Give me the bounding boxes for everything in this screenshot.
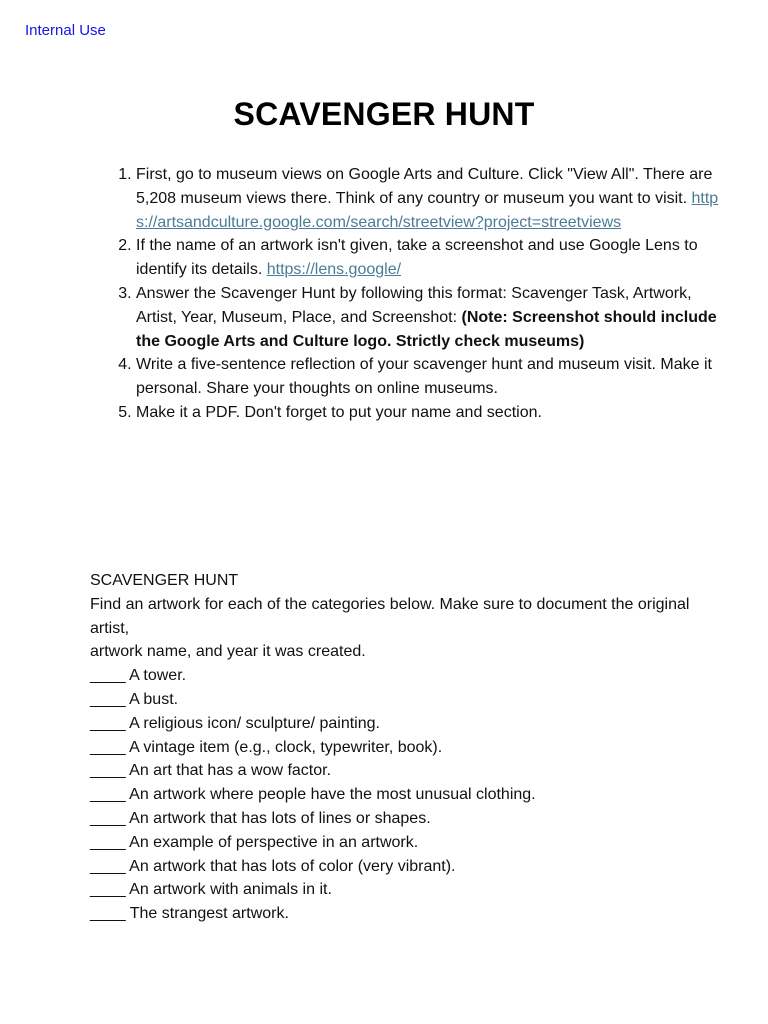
hunt-intro-line-2: artwork name, and year it was created.	[90, 643, 366, 661]
instruction-step-3	[136, 282, 726, 353]
google-arts-streetview-link[interactable]: https://artsandculture.google.com/search/streetview?project=streetviews	[136, 189, 719, 231]
hunt-category-item: ____ A religious icon/ sculpture/ painting.	[90, 714, 380, 732]
hunt-category-item: ____ An artwork where people have the most unusual clothing.	[90, 786, 536, 804]
instruction-text: Answer the Scavenger Hunt by following this format: Scavenger Task, Artwork, Artist, Year, Museum, Place, and Screenshot:	[136, 284, 692, 326]
classification-label: Internal Use	[25, 22, 106, 39]
hunt-category-item: ____ An example of perspective in an artwork.	[90, 833, 419, 851]
instruction-text: Make it a PDF. Don't forget to put your name and section.	[136, 403, 542, 421]
hunt-intro-line-1: Find an artwork for each of the categories below. Make sure to document the original artist,	[90, 595, 690, 637]
instruction-text: Write a five-sentence reflection of your scavenger hunt and museum visit. Make it personal. Share your thoughts on online museums.	[136, 356, 712, 398]
scavenger-hunt-section	[90, 569, 690, 926]
hunt-category-item: ____ A tower.	[90, 667, 187, 685]
hunt-category-item: ____ A vintage item (e.g., clock, typewriter, book).	[90, 738, 443, 756]
page-title: SCAVENGER HUNT	[233, 96, 535, 132]
instructions-list	[90, 163, 726, 425]
hunt-heading: SCAVENGER HUNT	[90, 572, 239, 589]
hunt-category-item: ____ An artwork that has lots of color (very vibrant).	[90, 857, 456, 875]
instruction-step-4	[136, 353, 726, 401]
hunt-category-item: ____ An art that has a wow factor.	[90, 762, 332, 780]
screenshot-note: (Note: Screenshot should include the Google Arts and Culture logo. Strictly check museums)	[136, 308, 717, 350]
hunt-category-item: ____ The strangest artwork.	[90, 905, 289, 923]
instruction-step-5	[136, 401, 726, 425]
hunt-category-item: ____ A bust.	[90, 690, 179, 708]
hunt-category-item: ____ An artwork that has lots of lines or shapes.	[90, 809, 431, 827]
hunt-categories-list	[90, 664, 690, 926]
google-lens-link[interactable]: https://lens.google/	[266, 261, 402, 279]
hunt-category-item: ____ An artwork with animals in it.	[90, 881, 332, 899]
instruction-text: First, go to museum views on Google Arts and Culture. Click "View All". There are 5,208 museum views there. Think of any country or museum you want to visit.	[136, 166, 713, 207]
instruction-text: If the name of an artwork isn't given, take a screenshot and use Google Lens to identify its details.	[136, 237, 698, 279]
instruction-step-2	[136, 234, 726, 282]
instruction-step-1	[136, 163, 726, 234]
